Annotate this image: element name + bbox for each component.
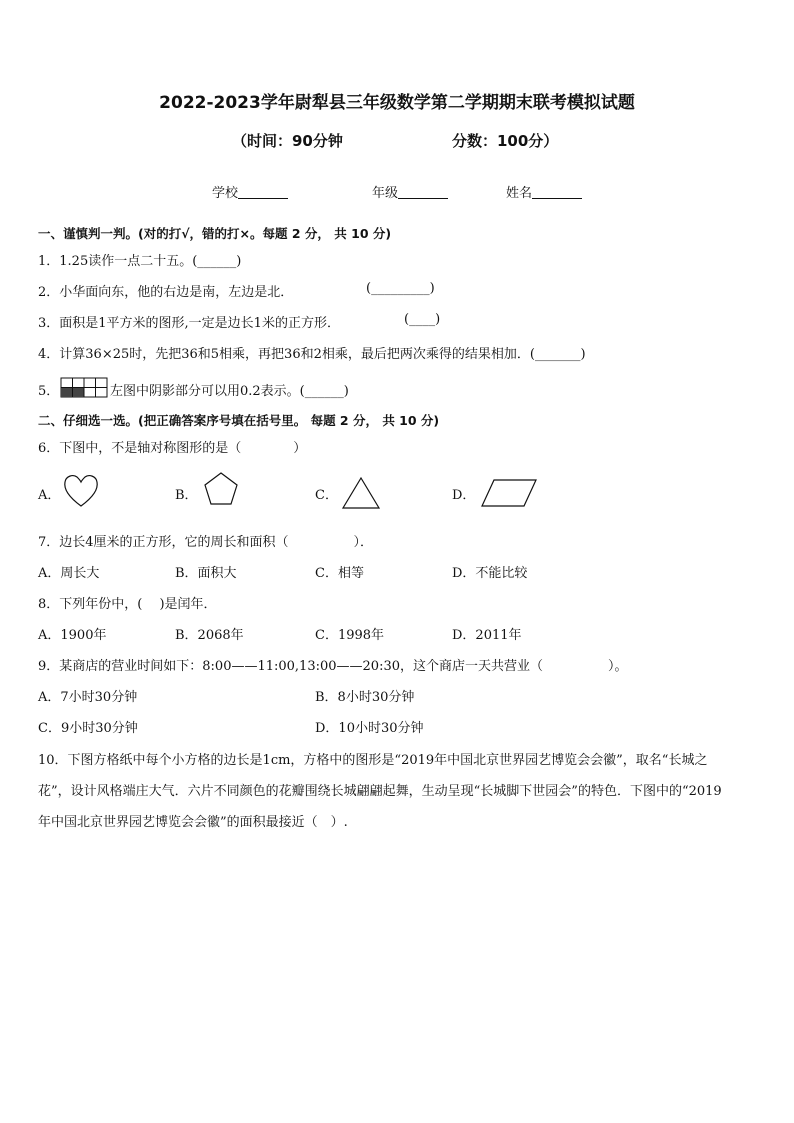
question-9: 9．某商店的营业时间如下：8:00——11:00,13:00——20:30，这个商店一天共营业（ ）。 — [38, 659, 628, 674]
q7-option-c[interactable]: C．相等 — [315, 566, 364, 581]
exam-time: （时间：90分钟 — [232, 132, 343, 150]
name-blank[interactable] — [532, 186, 582, 199]
grade-label: 年级 — [372, 186, 399, 201]
q8-option-b[interactable]: B．2068年 — [175, 628, 244, 643]
question-5-number: 5． — [38, 384, 60, 399]
q9-option-a[interactable]: A．7小时30分钟 — [38, 690, 138, 705]
q8-option-c[interactable]: C．1998年 — [315, 628, 385, 643]
name-label: 姓名 — [506, 186, 533, 201]
exam-score: 分数：100分） — [452, 132, 559, 150]
question-2-blank[interactable]: (_________) — [366, 281, 435, 296]
grade-field — [372, 182, 448, 201]
question-7: 7．边长4厘米的正方形，它的周长和面积（ ）． — [38, 535, 374, 550]
q7-option-a[interactable]: A．周长大 — [38, 566, 100, 581]
q6-option-d[interactable]: D． — [452, 488, 476, 503]
q9-option-b[interactable]: B．8小时30分钟 — [315, 690, 415, 705]
page-title: 2022-2023学年尉犁县三年级数学第二学期期末联考模拟试题 — [159, 93, 635, 113]
question-2: 2．小华面向东，他的右边是南，左边是北． — [38, 285, 294, 300]
pentagon-icon — [203, 471, 239, 507]
question-4: 4．计算36×25时，先把36和5相乘，再把36和2相乘，最后把两次乘得的结果相加．(_______) — [38, 347, 586, 362]
school-field — [212, 182, 288, 201]
q6-option-b[interactable]: B． — [175, 488, 198, 503]
name-field — [506, 182, 582, 201]
q7-option-b[interactable]: B．面积大 — [175, 566, 237, 581]
section-1-heading: 一、谨慎判一判。(对的打√，错的打×。每题 2 分， 共 10 分) — [38, 226, 392, 241]
triangle-icon — [341, 476, 381, 510]
question-3-blank[interactable]: (____) — [404, 312, 441, 327]
grade-blank[interactable] — [398, 186, 448, 199]
heart-icon — [62, 473, 100, 509]
q8-option-a[interactable]: A．1900年 — [38, 628, 107, 643]
q6-option-a[interactable]: A． — [38, 488, 61, 503]
school-blank[interactable] — [238, 186, 288, 199]
q6-option-c[interactable]: C． — [315, 488, 338, 503]
parallelogram-icon — [480, 478, 538, 508]
question-10-line-1: 10．下图方格纸中每个小方格的边长是1cm，方格中的图形是“2019年中国北京世界园艺博览会会徽”，取名“长城之 — [38, 753, 708, 768]
school-label: 学校 — [212, 186, 239, 201]
q9-option-d[interactable]: D．10小时30分钟 — [315, 721, 424, 736]
shaded-strip-figure — [60, 377, 108, 398]
question-10-line-2: 花”，设计风格端庄大气．六片不同颜色的花瓣围绕长城翩翩起舞，生动呈现“长城脚下世园会”的特色．下图中的“2019 — [38, 784, 722, 799]
q7-option-d[interactable]: D．不能比较 — [452, 566, 528, 581]
question-5: 左图中阴影部分可以用0.2表示。(______) — [110, 384, 349, 399]
question-3: 3．面积是1平方米的图形,一定是边长1米的正方形． — [38, 316, 340, 331]
q8-option-d[interactable]: D．2011年 — [452, 628, 522, 643]
q9-option-c[interactable]: C．9小时30分钟 — [38, 721, 138, 736]
section-2-heading: 二、仔细选一选。(把正确答案序号填在括号里。 每题 2 分， 共 10 分) — [38, 413, 440, 428]
question-10-line-3: 年中国北京世界园艺博览会会徽”的面积最接近（ ）. — [38, 815, 348, 830]
question-1: 1．1.25读作一点二十五。(______) — [38, 254, 242, 269]
question-6: 6．下图中，不是轴对称图形的是（ ） — [38, 441, 307, 456]
question-8: 8．下列年份中，( )是闰年． — [38, 597, 217, 612]
